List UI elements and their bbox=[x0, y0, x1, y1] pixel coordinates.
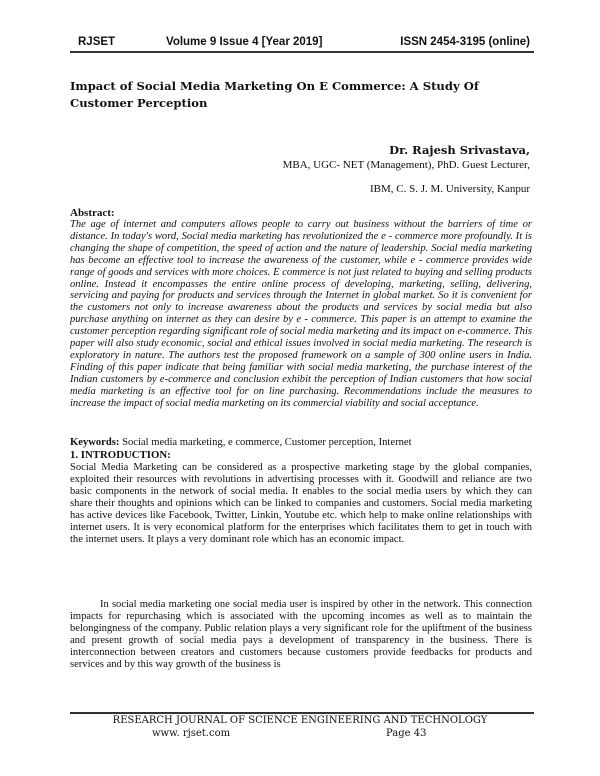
running-footer bbox=[0, 715, 600, 739]
page-number: Page 43 bbox=[386, 728, 427, 739]
body-paragraph: Social Media Marketing can be considered as a prospective marketing stage by the global companies, exploited their resources with revolutions in advertising processes with it. Goodwill and reliance are two basic components in the network of social media. It enables to the social media users by which they can share their thoughts and opinions which can be linked to companies and customers. Social media marketing has active devices like Facebook, Twitter, Linkin, Youtube etc. which help to make online relationships with internet users. It is very economical platform for the enterprises which facilitates them to get in touch with the internet users. It plays a very dominant role which has an economic impact. bbox=[70, 462, 532, 545]
body-paragraph: In social media marketing one social media user is inspired by other in the network. This connection impacts for repurchasing which is associated with the upcoming incomes as well as to maintain the belongingness of the company. Public relation plays a very significant role for the upliftment of the business and present growth of social media pays a development of transparency in the business. There is interconnection between creators and customers because customers provide feedbacks for products and services and by this way growth of the business is bbox=[70, 599, 532, 670]
section-heading: 1. INTRODUCTION: bbox=[70, 449, 171, 461]
keywords-text: Social media marketing, e commerce, Customer perception, Internet bbox=[119, 437, 412, 448]
header-rule bbox=[70, 51, 534, 53]
keywords-label: Keywords: bbox=[70, 437, 120, 448]
footer-rule bbox=[70, 712, 534, 714]
keywords bbox=[70, 437, 532, 449]
author-affiliation-2: IBM, C. S. J. M. University, Kanpur bbox=[369, 183, 530, 195]
journal-name: RESEARCH JOURNAL OF SCIENCE ENGINEERING AND TECHNOLOGY bbox=[112, 715, 488, 726]
journal-abbreviation: RJSET bbox=[78, 36, 116, 48]
abstract-heading: Abstract: bbox=[70, 207, 115, 219]
running-header bbox=[70, 36, 530, 50]
abstract-text: The age of internet and computers allows people to carry out business without the barriers of time or distance. In today's word, Social media marketing has revolutionized the e - commerce more profoundly. It is changing the shape of competition, the speed of action and the nature of leadership. Social media marketing has become an effective tool to increase the awareness of the customer, while e - commerce provides wide range of goods and services with more choices. E commerce is not just related to buying and selling products online. Instead it encompasses the entire online process of developing, marketing, selling, delivering, servicing and paying for products and services through the Internet in global market. So it is convenient for the customers not only to increase awareness about the products and services by social media but also purchase anything on internet as they can desire by e - commerce. This paper is an attempt to examine the customer perception regarding significant role of social media marketing and its impact on e-commerce. This paper will also study economic, social and ethical issues involved in social media marketing. The research is exploratory in nature. The authors test the proposed framework on a sample of 300 online users in India. Finding of this paper indicate that being familiar with social media marketing, the purchase interest of the Indian customers by e-commerce and conclusion exhibit the perception of Indian customers that how social media marketing is an effective tool for on line purchasing. Recommendations include the measures to increase the impact of social media marketing on its commercial viability and social acceptance. bbox=[70, 219, 532, 409]
author-name: Dr. Rajesh Srivastava, bbox=[389, 143, 530, 157]
volume-issue: Volume 9 Issue 4 [Year 2019] bbox=[166, 36, 323, 48]
issn: ISSN 2454-3195 (online) bbox=[400, 36, 530, 48]
paper-title: Impact of Social Media Marketing On E Commerce: A Study Of Customer Perception bbox=[70, 79, 479, 110]
author-affiliation-1: MBA, UGC- NET (Management), PhD. Guest Lecturer, bbox=[282, 159, 530, 171]
journal-website: www. rjset.com bbox=[152, 728, 231, 739]
